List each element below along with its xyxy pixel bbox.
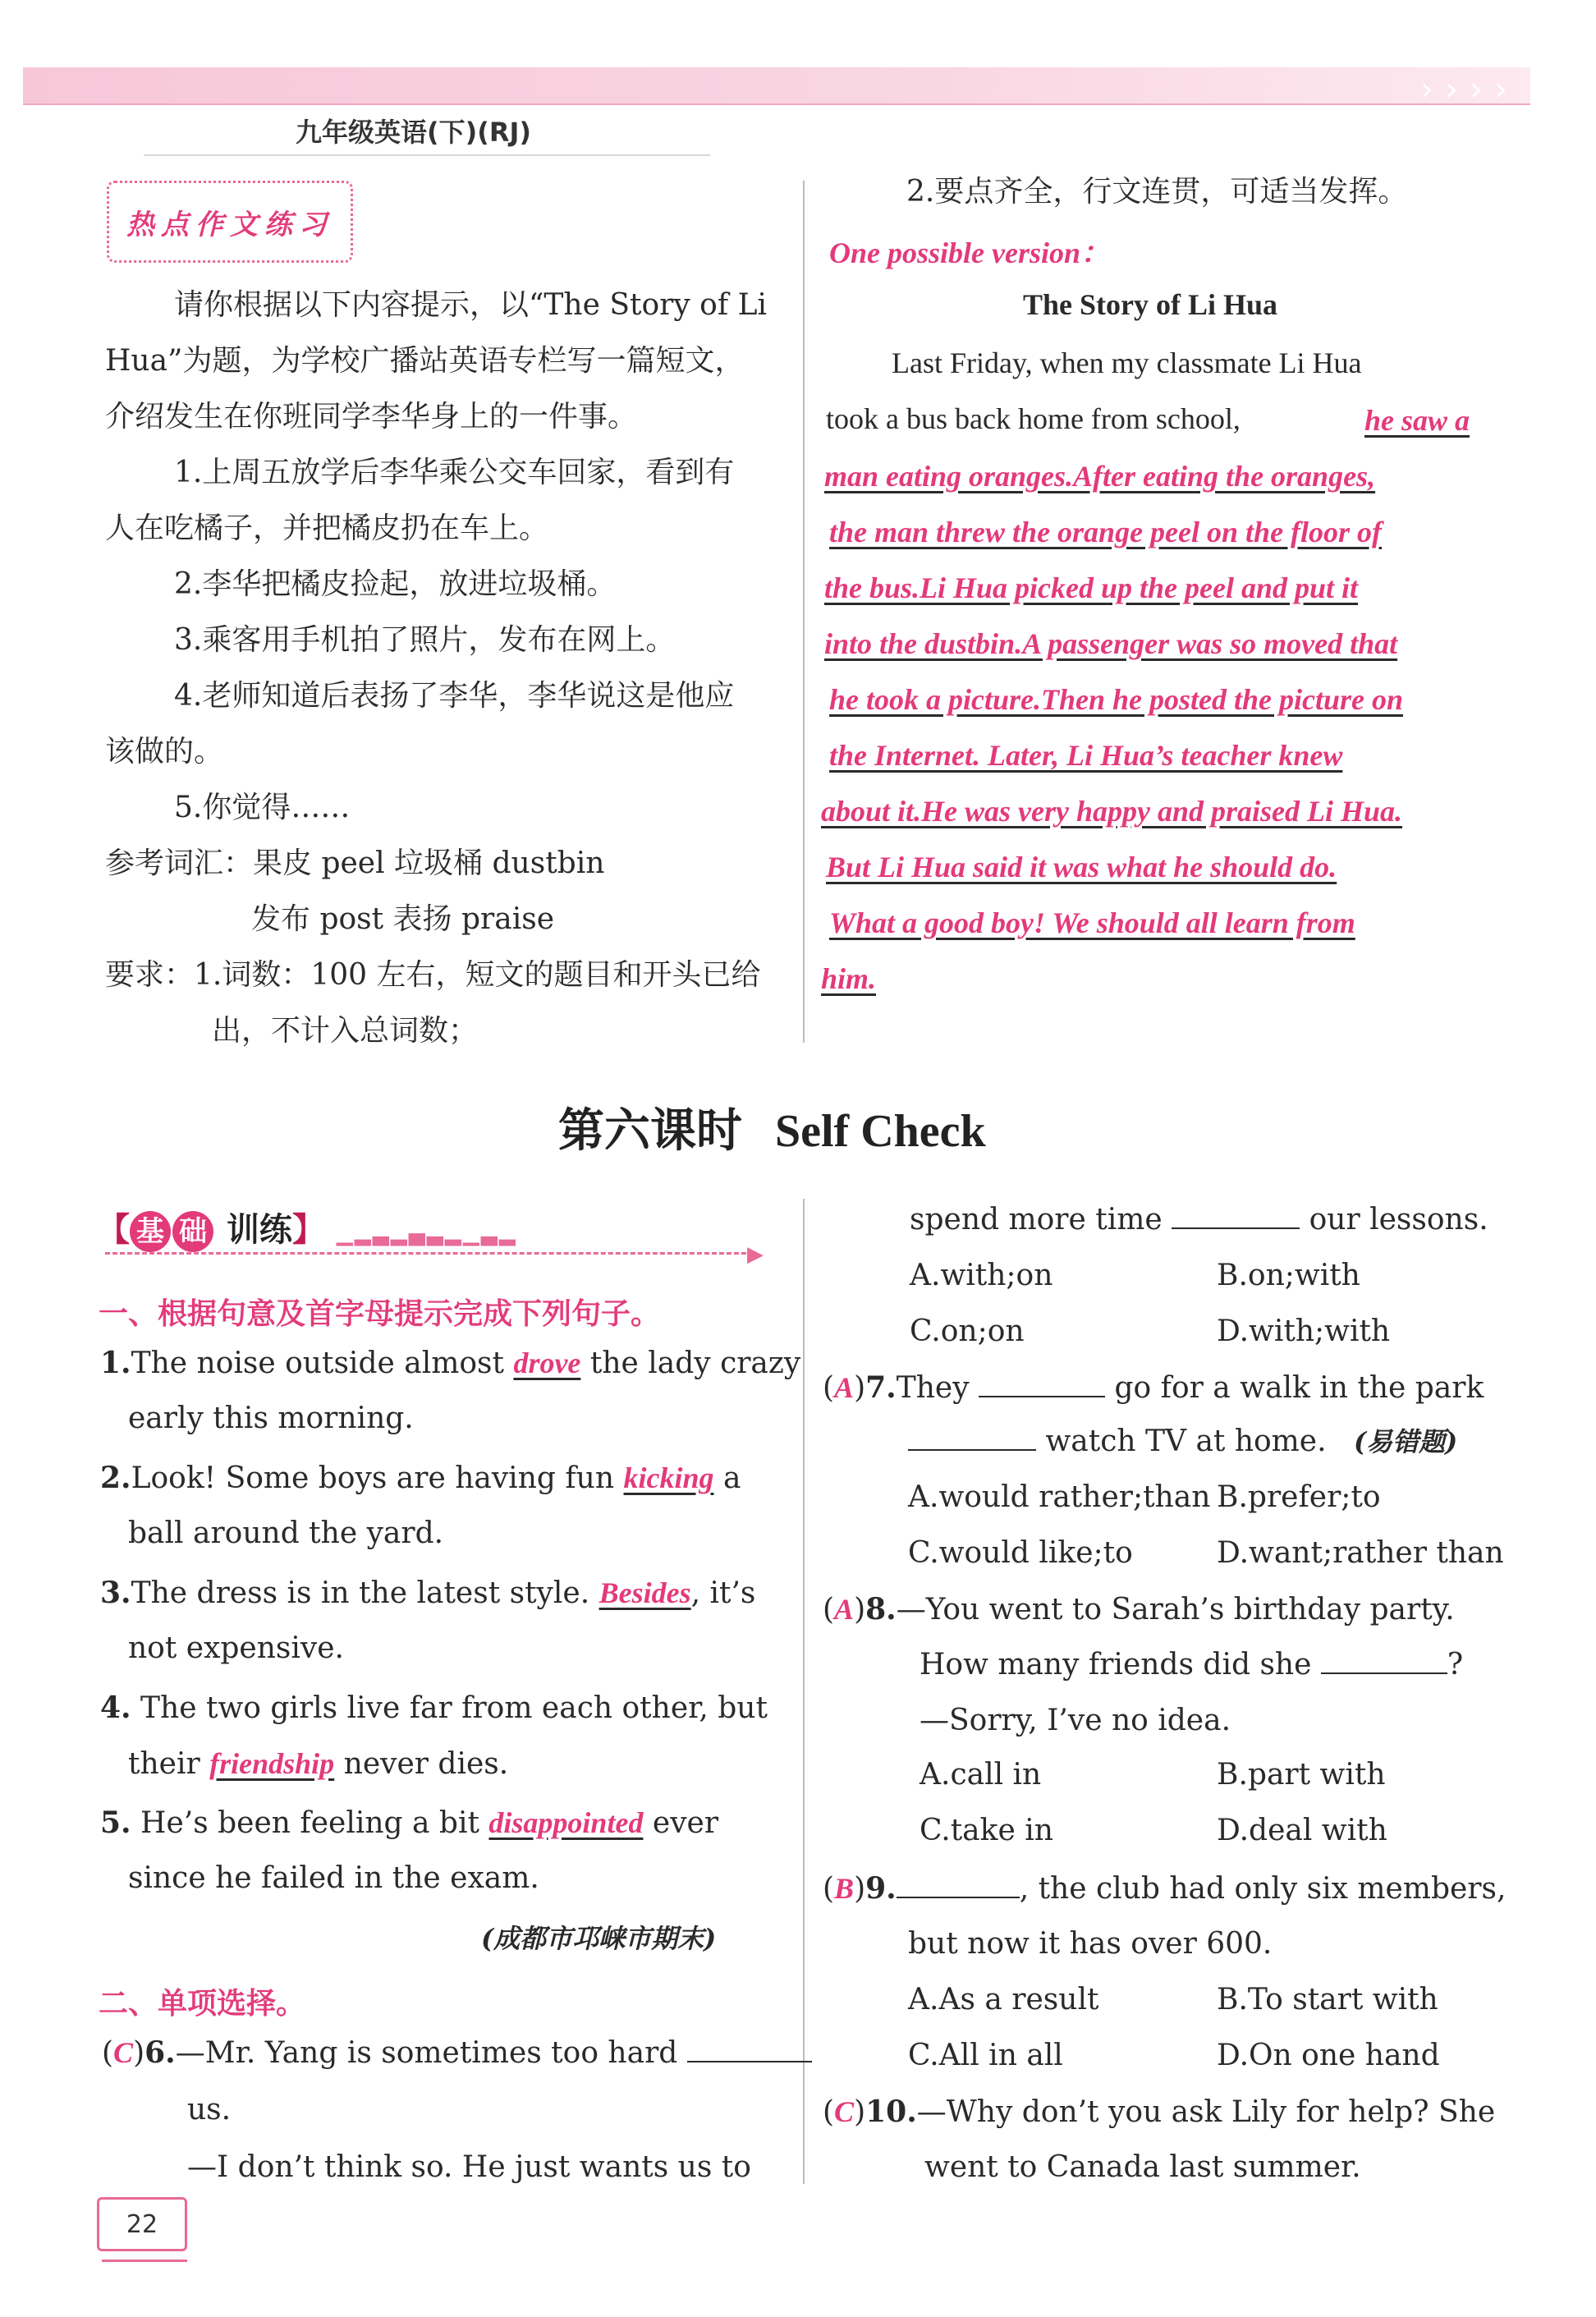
vocab-line: 参考词汇：果皮 peel 垃圾桶 dustbin — [105, 847, 605, 880]
answer-blank — [908, 1448, 1036, 1451]
q2-line1: 2.Look! Some boys are having fun kicking a — [100, 1461, 741, 1495]
q1-line2: early this morning. — [128, 1402, 414, 1435]
hot-practice-badge: 热点作文练习 — [107, 181, 353, 263]
q8-line2: How many friends did she ? — [920, 1648, 1464, 1682]
q7-line1: (A)7.They go for a walk in the park — [823, 1370, 1484, 1405]
error-prone-tag: (易错题) — [1354, 1426, 1458, 1457]
bar-decoration-icon: ▁▂▃▂▄▃▂▁▃▂ — [336, 1222, 517, 1246]
q6-line1: (C)6.—Mr. Yang is sometimes too hard — [102, 2036, 812, 2070]
q1-line1: 1.The noise outside almost drove the lady crazy — [100, 1346, 801, 1380]
chevron-right-icon: › — [1494, 71, 1507, 108]
requirement-line: 要求：1.词数：100 左右，短文的题目和开头已给 — [105, 958, 761, 992]
story-answer-line: the man threw the orange peel on the floor of — [829, 516, 1383, 548]
vocab-line: 发布 post 表扬 praise — [251, 902, 555, 936]
q4-line1: 4. The two girls live far from each other, but — [100, 1691, 768, 1725]
prompt-line: 该做的。 — [105, 735, 224, 769]
section-title-en: Self Check — [775, 1106, 986, 1157]
q9-option: D.On one hand — [1217, 2039, 1440, 2072]
q6-option: B.on;with — [1217, 1259, 1360, 1292]
q9-line1: (B)9. , the club had only six members, — [823, 1871, 1507, 1906]
chevron-right-icon: › — [1470, 71, 1483, 108]
prompt-line: 3.乘客用手机拍了照片，发布在网上。 — [174, 623, 676, 657]
q6-line4: spend more time our lessons. — [910, 1203, 1488, 1236]
answer-blank — [1172, 1226, 1300, 1229]
q9-option: B.To start with — [1217, 1983, 1438, 2016]
q3-line2: not expensive. — [128, 1631, 344, 1665]
q8-option: D.deal with — [1217, 1814, 1387, 1847]
answer-blank — [687, 2059, 812, 2062]
source-note: (成都市邛崃市期末) — [481, 1923, 717, 1954]
q9-option: A.As a result — [908, 1983, 1099, 2016]
header-band — [23, 67, 1530, 103]
story-line: took a bus back home from school, — [826, 402, 1241, 435]
q8-option: C.take in — [920, 1814, 1053, 1847]
q10-line1: (C)10.—Why don’t you ask Lily for help? She — [823, 2094, 1496, 2129]
q6-option: A.with;on — [910, 1259, 1053, 1292]
jichu-char-icon: 础 — [172, 1211, 213, 1252]
prompt-line: 人在吃橘子，并把橘皮扔在车上。 — [105, 512, 549, 545]
prompt-line: Hua”为题，为学校广播站英语专栏写一篇短文， — [105, 344, 745, 378]
q7-line2: watch TV at home. (易错题) — [908, 1425, 1457, 1458]
q9-line2: but now it has over 600. — [908, 1927, 1273, 1961]
answer-blank — [979, 1394, 1105, 1397]
story-answer-line: about it.He was very happy and praised Li Hua. — [821, 795, 1403, 828]
q6-line3: —I don’t think so. He just wants us to — [187, 2150, 751, 2184]
story-answer-line: the bus.Li Hua picked up the peel and put it — [824, 571, 1359, 604]
prompt-line: 1.上周五放学后李华乘公交车回家，看到有 — [174, 456, 735, 489]
q8-line3: —Sorry, I’ve no idea. — [920, 1704, 1231, 1737]
chevron-right-icon: › — [1420, 71, 1433, 108]
q8-option: B.part with — [1217, 1758, 1386, 1792]
section-title-cn: 第六课时 — [558, 1103, 742, 1158]
story-answer-line: him. — [821, 962, 877, 995]
jichu-char-icon: 基 — [130, 1211, 171, 1252]
jichu-training-label: 【 基 础 训练】 ▁▂▃▂▄▃▂▁▃▂ — [97, 1204, 517, 1252]
chevron-right-icon: › — [1445, 71, 1458, 108]
arrow-right-icon: ▶ — [747, 1242, 764, 1267]
prompt-line: 请你根据以下内容提示，以“The Story of Li — [174, 288, 768, 322]
dashed-arrow — [105, 1252, 754, 1255]
story-title: The Story of Li Hua — [1023, 288, 1278, 321]
q8-line1: (A)8.—You went to Sarah’s birthday party. — [823, 1592, 1455, 1626]
q6-line2: us. — [187, 2093, 232, 2127]
story-answer-line: What a good boy! We should all learn from — [829, 906, 1355, 939]
story-answer-line: But Li Hua said it was what he should do. — [826, 851, 1337, 883]
prompt-line: 5.你觉得…… — [174, 791, 351, 824]
answer-blank — [1321, 1671, 1447, 1674]
q3-line1: 3.The dress is in the latest style. Besides, it’s — [100, 1576, 756, 1610]
story-answer-line: man eating oranges.After eating the oranges, — [824, 460, 1376, 493]
requirement-line: 出，不计入总词数； — [212, 1014, 479, 1048]
header-band-line — [23, 103, 1530, 105]
story-answer-line: the Internet. Later, Li Hua’s teacher knew — [829, 739, 1343, 772]
q7-option: C.would like;to — [908, 1536, 1133, 1570]
q6-option: D.with;with — [1217, 1314, 1391, 1348]
story-line: Last Friday, when my classmate Li Hua — [892, 346, 1362, 379]
q7-option: D.want;rather than — [1217, 1536, 1504, 1570]
jichu-label-text: 训练 — [226, 1211, 292, 1249]
q4-line2: their friendship never dies. — [128, 1747, 509, 1781]
answer-blank — [897, 1895, 1020, 1898]
q9-option: C.All in all — [908, 2039, 1063, 2072]
q10-line2: went to Canada last summer. — [924, 2150, 1361, 2184]
requirement-line: 2.要点齐全，行文连贯，可适当发挥。 — [906, 175, 1408, 209]
story-answer-line: he took a picture.Then he posted the picture on — [829, 683, 1404, 716]
part2-heading: 二、单项选择。 — [99, 1987, 306, 2021]
part1-heading: 一、根据句意及首字母提示完成下列句子。 — [99, 1297, 661, 1331]
q7-option: B.prefer;to — [1217, 1480, 1381, 1514]
version-label: One possible version： — [829, 236, 1110, 269]
q7-option: A.would rather;than — [908, 1480, 1211, 1514]
q5-line2: since he failed in the exam. — [128, 1861, 539, 1895]
prompt-line: 介绍发生在你班同学李华身上的一件事。 — [105, 400, 638, 434]
section-title — [558, 1094, 986, 1160]
prompt-line: 2.李华把橘皮捡起，放进垃圾桶。 — [174, 567, 617, 601]
story-answer-line: into the dustbin.A passenger was so moved that — [824, 627, 1398, 660]
prompt-line: 4.老师知道后表扬了李华，李华说这是他应 — [174, 679, 735, 713]
page-number-shadow — [102, 2251, 187, 2262]
page-header-title: 九年级英语(下)(RJ) — [296, 117, 532, 148]
q5-line1: 5. He’s been feeling a bit disappointed ever — [100, 1805, 719, 1840]
q6-option: C.on;on — [910, 1314, 1025, 1348]
column-divider-top — [803, 181, 805, 1043]
page-number: 22 — [97, 2197, 187, 2251]
story-answer-line: he saw a — [1364, 404, 1470, 437]
header-tab-line — [144, 154, 710, 156]
q2-line2: ball around the yard. — [128, 1516, 444, 1550]
q8-option: A.call in — [920, 1758, 1042, 1792]
